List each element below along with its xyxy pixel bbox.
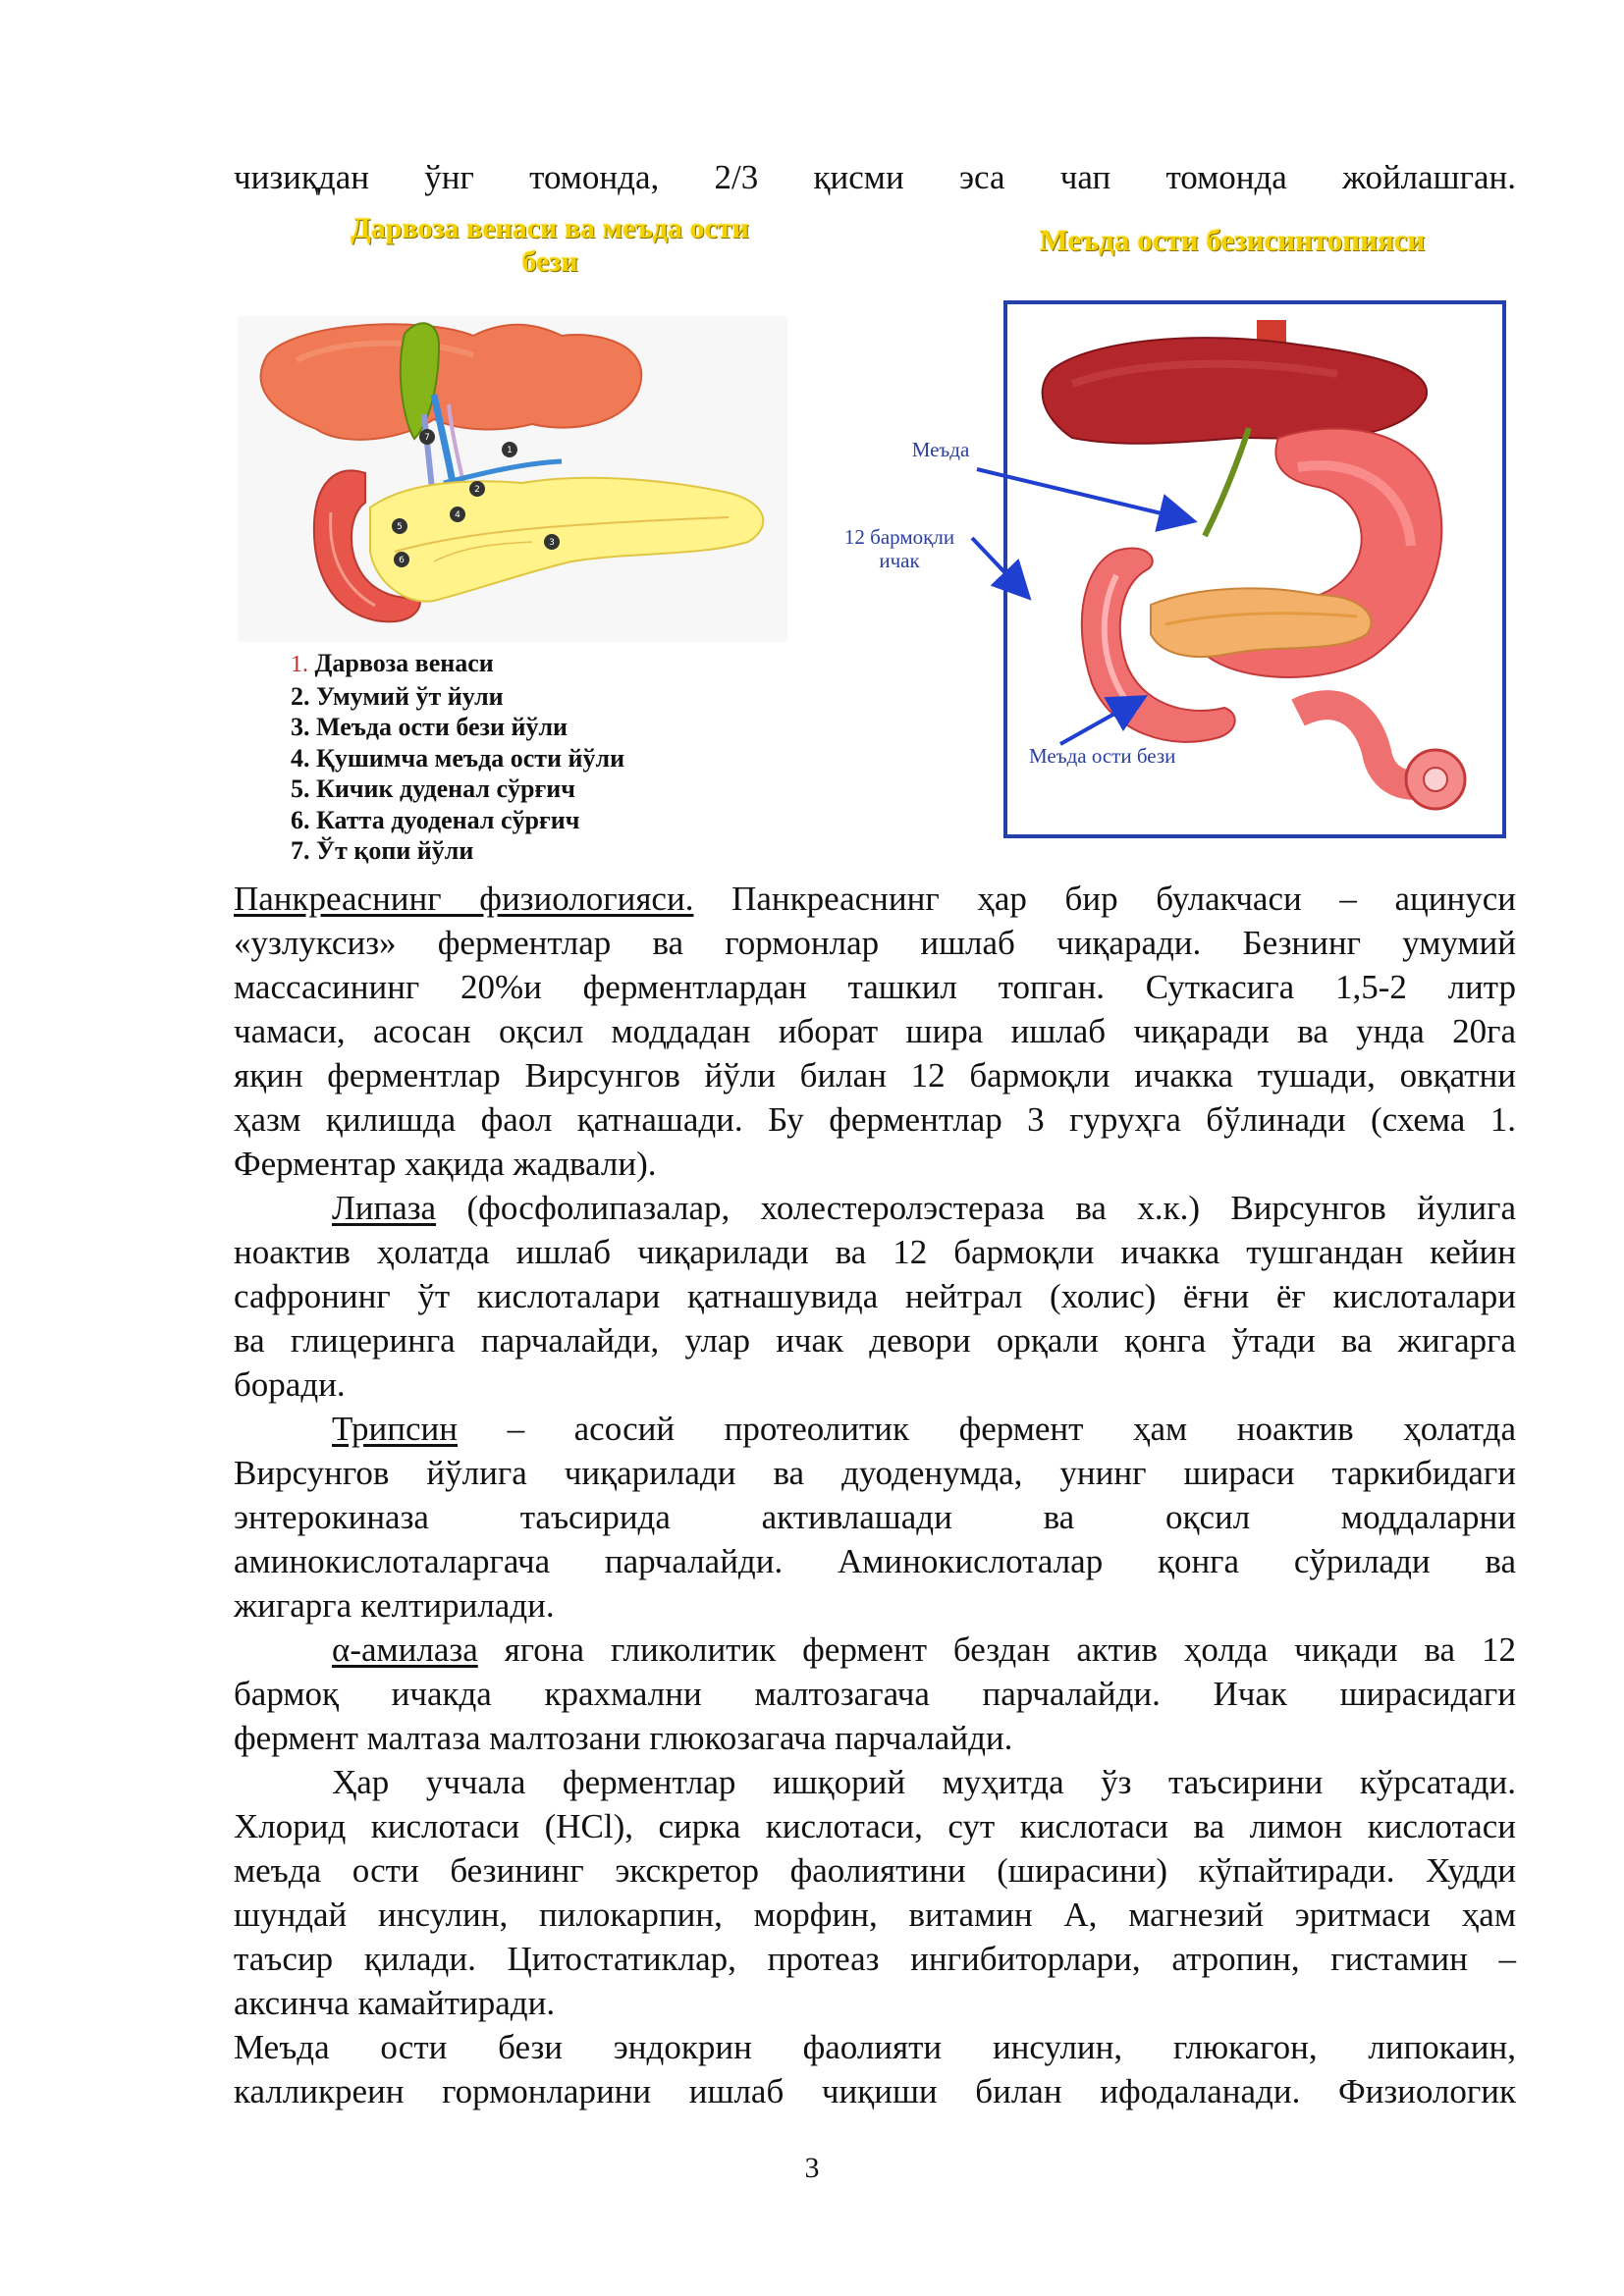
p1-line-3: массасининг 20%и ферментлардан ташкил топган. Суткасига 1,5-2 литр	[234, 968, 1516, 1006]
legend-item-7: 7. Ўт қопи йўли	[291, 836, 474, 865]
svg-text:7: 7	[424, 433, 430, 443]
p1-line-5: яқин ферментлар Вирсунгов йўли билан 12 бармоқли ичакка тушади, овқатни	[234, 1056, 1516, 1095]
legend-item-5: 5. Кичик дуденал сўрғич	[291, 774, 575, 803]
legend-item-1: 1. Дарвоза венаси	[291, 649, 494, 677]
svg-text:4: 4	[455, 510, 460, 520]
p3-line-1: Трипсин – асосий протеолитик фермент ҳам ноактив ҳолатда	[332, 1410, 1516, 1448]
p4-line-2: бармоқ ичакда крахмални малтозагача парчалайди. Ичак ширасидаги	[234, 1675, 1516, 1713]
term-lipase: Липаза	[332, 1189, 437, 1227]
figure-right-title: Меъда ости безисинтопияси	[1039, 223, 1426, 257]
p5-line-1: Ҳар уччала ферментлар ишқорий муҳитда ўз таъсирини кўрсатади.	[332, 1763, 1516, 1801]
p6-line-1: Меъда ости бези эндокрин фаолияти инсулин, глюкагон, липокаин,	[234, 2028, 1516, 2066]
legend-item-4: 4. Қушимча меъда ости йўли	[291, 743, 625, 773]
legend-item-3: 3. Меъда ости бези йўли	[291, 713, 568, 741]
p1-line-7: Ферментар хақида жадвали).	[234, 1145, 657, 1183]
p5-line-3: меъда ости безининг экскретор фаолиятини (ширасини) кўпайтиради. Худди	[234, 1851, 1516, 1890]
p5-line-4: шундай инсулин, пилокарпин, морфин, витамин А, магнезий эритмаси ҳам	[234, 1896, 1516, 1934]
legend-item-2: 2. Умумий ўт йули	[291, 681, 504, 711]
p2-line-4: ва глицеринга парчалайди, улар ичак девори орқали қонга ўтади ва жигарга	[234, 1321, 1516, 1360]
p1-line-4: чамаси, асосан оқсил моддадан иборат шира ишлаб чиқаради ва унда 20га	[234, 1012, 1516, 1050]
p4-line-1: α-амилаза ягона гликолитик фермент бездан актив ҳолда чиқади ва 12	[332, 1630, 1516, 1669]
p2-line-3: сафронинг ўт кислоталари қатнашувида нейтрал (холис) ёғни ёғ кислоталари	[234, 1277, 1516, 1315]
svg-text:1: 1	[507, 446, 513, 455]
term-trypsin: Трипсин	[332, 1410, 459, 1448]
p3-line-4: аминокислоталаргача парчалайди. Аминокислоталар қонга сўрилади ва	[234, 1542, 1516, 1580]
heading-pancreas-physiology: Панкреаснинг физиологияси.	[234, 880, 694, 918]
figure-left-title-line1: Дарвоза венаси ва меъда ости	[351, 212, 749, 244]
p6-line-2: калликреин гормонларини ишлаб чиқиши билан ифодаланади. Физиологик	[234, 2072, 1516, 2110]
p3-line-3: энтерокиназа таъсирида активлашади ва оқсил моддаларни	[234, 1498, 1516, 1536]
svg-text:2: 2	[474, 485, 480, 495]
p1-line-1: Панкреаснинг физиологияси. Панкреаснинг ҳар бир булакчаси – ацинуси	[234, 880, 1517, 918]
figure-left-title-line2: бези	[521, 245, 578, 278]
label-duodenum: 12 бармоқли ичак	[843, 525, 955, 572]
p1-line-2: «узлуксиз» ферментлар ва гормонлар ишлаб чиқаради. Безнинг умумий	[234, 924, 1516, 962]
p1-line-6: ҳазм қилишда фаол қатнашади. Бу ферментлар 3 гуруҳга бўлинади (схема 1.	[234, 1100, 1516, 1139]
term-alpha-amylase: α-амилаза	[332, 1630, 478, 1669]
label-pancreas: Меъда ости бези	[1029, 744, 1176, 768]
label-stomach: Меъда	[911, 438, 970, 461]
p2-line-2: ноактив ҳолатда ишлаб чиқарилади ва 12 бармоқли ичакка тушгандан кейин	[234, 1233, 1516, 1271]
svg-text:5: 5	[397, 522, 403, 532]
p2-line-1: Липаза (фосфолипазалар, холестеролэстераза ва х.к.) Вирсунгов йулига	[332, 1189, 1516, 1227]
legend-item-6: 6. Катта дуоденал сўрғич	[291, 805, 580, 834]
p5-line-5: таъсир қилади. Цитостатиклар, протеаз ингибиторлари, атропин, гистамин –	[234, 1940, 1516, 1978]
svg-text:6: 6	[399, 556, 405, 565]
p5-line-2: Хлорид кислотаси (HCl), сирка кислотаси, сут кислотаси ва лимон кислотаси	[234, 1807, 1516, 1845]
figure-right-arrows	[0, 0, 1624, 883]
p3-line-2: Вирсунгов йўлига чиқарилади ва дуоденумда, унинг шираси таркибидаги	[234, 1454, 1516, 1492]
page-number: 3	[804, 2152, 820, 2184]
p3-line-5: жигарга келтирилади.	[234, 1586, 555, 1625]
p2-line-5: боради.	[234, 1365, 346, 1404]
svg-text:3: 3	[549, 538, 555, 548]
p5-line-6: аксинча камайтиради.	[234, 1984, 556, 2022]
text-line-top: чизиқдан ўнг томонда, 2/3 қисми эса чап томонда жойлашган.	[234, 158, 1516, 196]
p4-line-3: фермент малтаза малтозани глюкозагача парчалайди.	[234, 1719, 1013, 1757]
